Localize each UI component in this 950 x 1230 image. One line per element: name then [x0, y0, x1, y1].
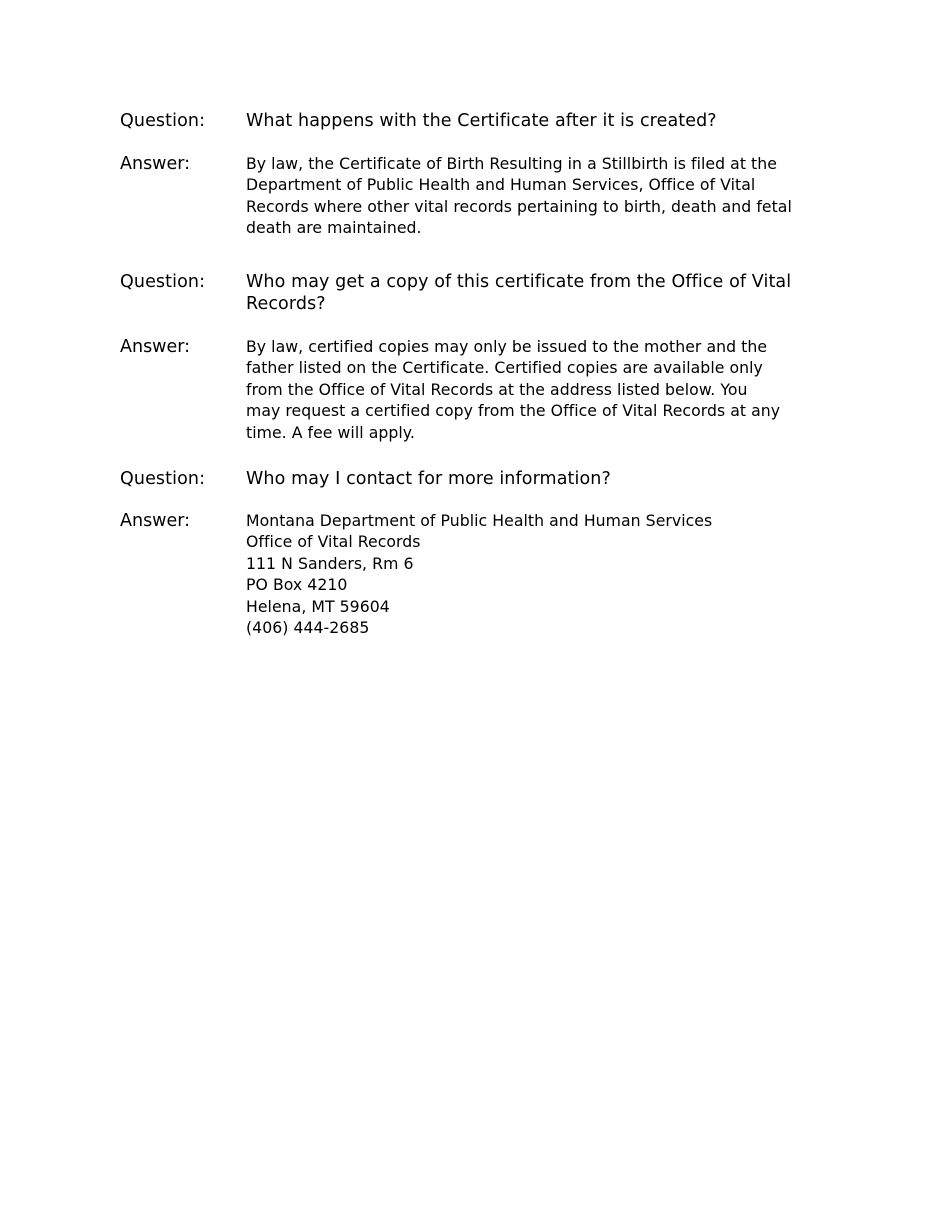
answer-line: time. A fee will apply.	[246, 422, 415, 442]
answer-line: father listed on the Certificate. Certified copies are available only	[246, 358, 763, 378]
question-line: Records?	[246, 294, 326, 314]
answer-text	[246, 336, 816, 443]
answer-label: Answer:	[120, 511, 191, 531]
answer-line: Records where other vital records pertaining to birth, death and fetal	[246, 196, 792, 216]
contact-address	[246, 510, 816, 638]
question-label: Question:	[120, 272, 206, 292]
answer-line: may request a certified copy from the Office of Vital Records at any	[246, 401, 781, 421]
address-line-city: Helena, MT 59604	[246, 596, 390, 616]
answer-line: death are maintained.	[246, 218, 422, 238]
answer-line: from the Office of Vital Records at the address listed below. You	[246, 379, 748, 399]
question-line: Who may I contact for more information?	[246, 469, 611, 489]
question-line: What happens with the Certificate after it is created?	[246, 111, 717, 131]
question-text	[246, 468, 816, 490]
question-text	[246, 271, 816, 315]
answer-text	[246, 153, 816, 239]
question-line: Who may get a copy of this certificate from the Office of Vital	[246, 272, 792, 292]
answer-line: By law, certified copies may only be issued to the mother and the	[246, 337, 768, 356]
question-text	[246, 110, 816, 132]
address-line-organization: Montana Department of Public Health and Human Services	[246, 511, 713, 530]
address-line-office: Office of Vital Records	[246, 532, 421, 552]
address-line-po-box: PO Box 4210	[246, 575, 348, 595]
answer-line: Department of Public Health and Human Services, Office of Vital	[246, 175, 756, 195]
address-line-phone: (406) 444-2685	[246, 618, 370, 638]
answer-label: Answer:	[120, 154, 191, 174]
answer-line: By law, the Certificate of Birth Resulting in a Stillbirth is filed at the	[246, 154, 777, 173]
address-line-street: 111 N Sanders, Rm 6	[246, 553, 414, 573]
answer-label: Answer:	[120, 337, 191, 357]
question-label: Question:	[120, 111, 206, 131]
question-label: Question:	[120, 469, 206, 489]
